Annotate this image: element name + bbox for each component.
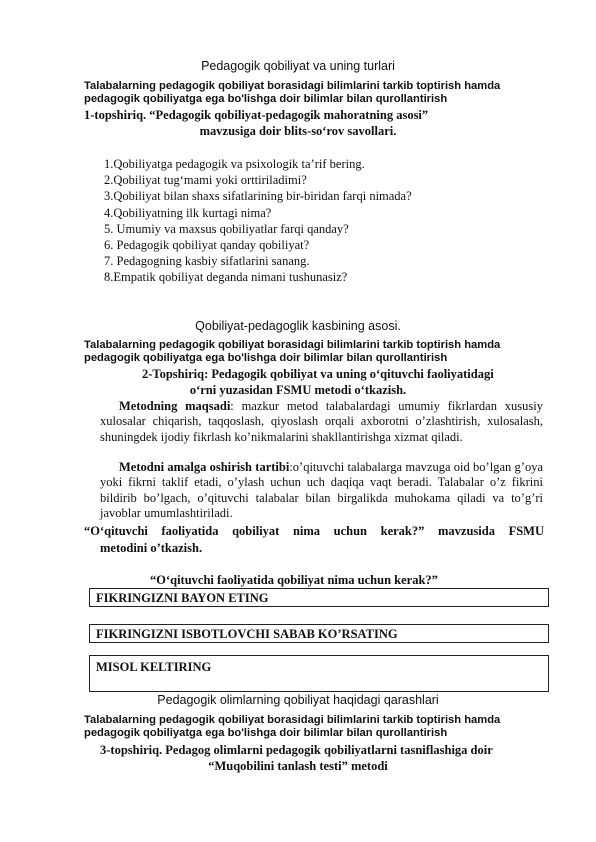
fsmu-box-example xyxy=(89,655,549,692)
fsmu-box-label: FIKRINGIZNI BAYON ETING xyxy=(96,591,269,605)
section2-title: Qobiliyat-pedagoglik kasbining asosi. xyxy=(195,319,401,333)
question-item: 8.Empatik qobiliyat deganda nimani tushunasiz? xyxy=(104,270,348,285)
section2-goal: Talabalarning pedagogik qobiliyat borasidagi bilimlarini tarkib toptirish hamda pedagogik qobiliyatga ega bo'lishga doir bilimlar bilan qurollantirish xyxy=(84,339,501,364)
method-order-label: Metodni amalga oshirish tartibi xyxy=(119,460,290,474)
section1-goal: Talabalarning pedagogik qobiliyat borasidagi bilimlarini tarkib toptirish hamda pedagogik qobiliyatga ega bo'lishga doir bilimlar bilan qurollantirish xyxy=(84,80,501,105)
fsmu-topic-line1: “O‘qituvchi faoliyatida qobiliyat nima uchun kerak?” mavzusida FSMU xyxy=(84,524,544,538)
question-list xyxy=(104,156,544,286)
question-item: 4.Qobiliyatning ilk kurtagi nima? xyxy=(104,205,272,220)
section1-title: Pedagogik qobiliyat va uning turlari xyxy=(201,59,395,73)
section2-task-line1: 2-Topshiriq: Pedagogik qobiliyat va uning o‘qituvchi faoliyatidagi xyxy=(142,367,494,381)
section3-title: Pedagogik olimlarning qobiliyat haqidagi qarashlari xyxy=(157,693,439,707)
fsmu-box-label: FIKRINGIZNI ISBOTLOVCHI SABAB KO’RSATING xyxy=(96,627,398,641)
fsmu-box-label: MISOL KELTIRING xyxy=(96,660,212,674)
fsmu-box-reason xyxy=(89,624,549,643)
question-item: 3.Qobiliyat bilan shaxs sifatlarining bir-biridan farqi nimada? xyxy=(104,189,412,204)
question-item: 6. Pedagogik qobiliyat qanday qobiliyat? xyxy=(104,238,310,253)
question-item: 2.Qobiliyat tug‘mami yoki orttiriladimi? xyxy=(104,173,307,188)
fsmu-question: “O‘qituvchi faoliyatida qobiliyat nima uchun kerak?” xyxy=(150,573,438,587)
section3-task-line2: “Muqobilini tanlash testi” metodi xyxy=(208,759,388,773)
method-goal-text: : mazkur metod talabalardagi umumiy fikrlardan xususiy xulosalar chiqarish, taqqoslash, qiyoslash orqali axborotni o’zlashtirish, xulosalash, shuningdek ijodiy fikrlash ko’nikmalarini shakllantirishga xizmat qiladi. xyxy=(100,399,543,444)
fsmu-topic-line2: metodini o’tkazish. xyxy=(100,541,203,555)
section2-task-line2: o‘rni yuzasidan FSMU metodi o‘tkazish. xyxy=(189,383,407,397)
method-goal-label: Metodning maqsadi xyxy=(119,399,231,413)
section3-goal: Talabalarning pedagogik qobiliyat borasidagi bilimlarini tarkib toptirish hamda pedagogik qobiliyatga ega bo'lishga doir bilimlar bilan qurollantirish xyxy=(84,714,501,739)
question-item: 1.Qobiliyatga pedagogik va psixologik ta’rif bering. xyxy=(104,157,365,171)
method-goal-paragraph xyxy=(100,399,543,445)
section3-task-line1: 3-topshiriq. Pedagog olimlarni pedagogik qobiliyatlarni tasniflashiga doir xyxy=(100,743,493,757)
section1-task-line1: 1-topshiriq. “Pedagogik qobiliyat-pedagogik mahoratning asosi” xyxy=(84,108,429,122)
section1-task-line2: mavzusiga doir blits-so‘rov savollari. xyxy=(199,124,397,138)
method-order-text: :o’qituvchi talabalarga mavzuga oid bo’lgan g’oya yoki fikrni taklif etadi, o’ylash uchun uch daqiqa vaqt beradi. Talabalar o’z fikrini bildirib bo’lgach, o’qituvchi talabalar bilan birgalikda muhokama qiladi va to’g’ri javoblar umumlashtiriladi. xyxy=(100,460,544,520)
question-item: 5. Umumiy va maxsus qobiliyatlar farqi qanday? xyxy=(104,221,349,236)
question-item: 7. Pedagogning kasbiy sifatlarini sanang. xyxy=(104,254,310,269)
fsmu-box-opinion xyxy=(89,588,549,607)
method-order-paragraph xyxy=(100,460,543,521)
